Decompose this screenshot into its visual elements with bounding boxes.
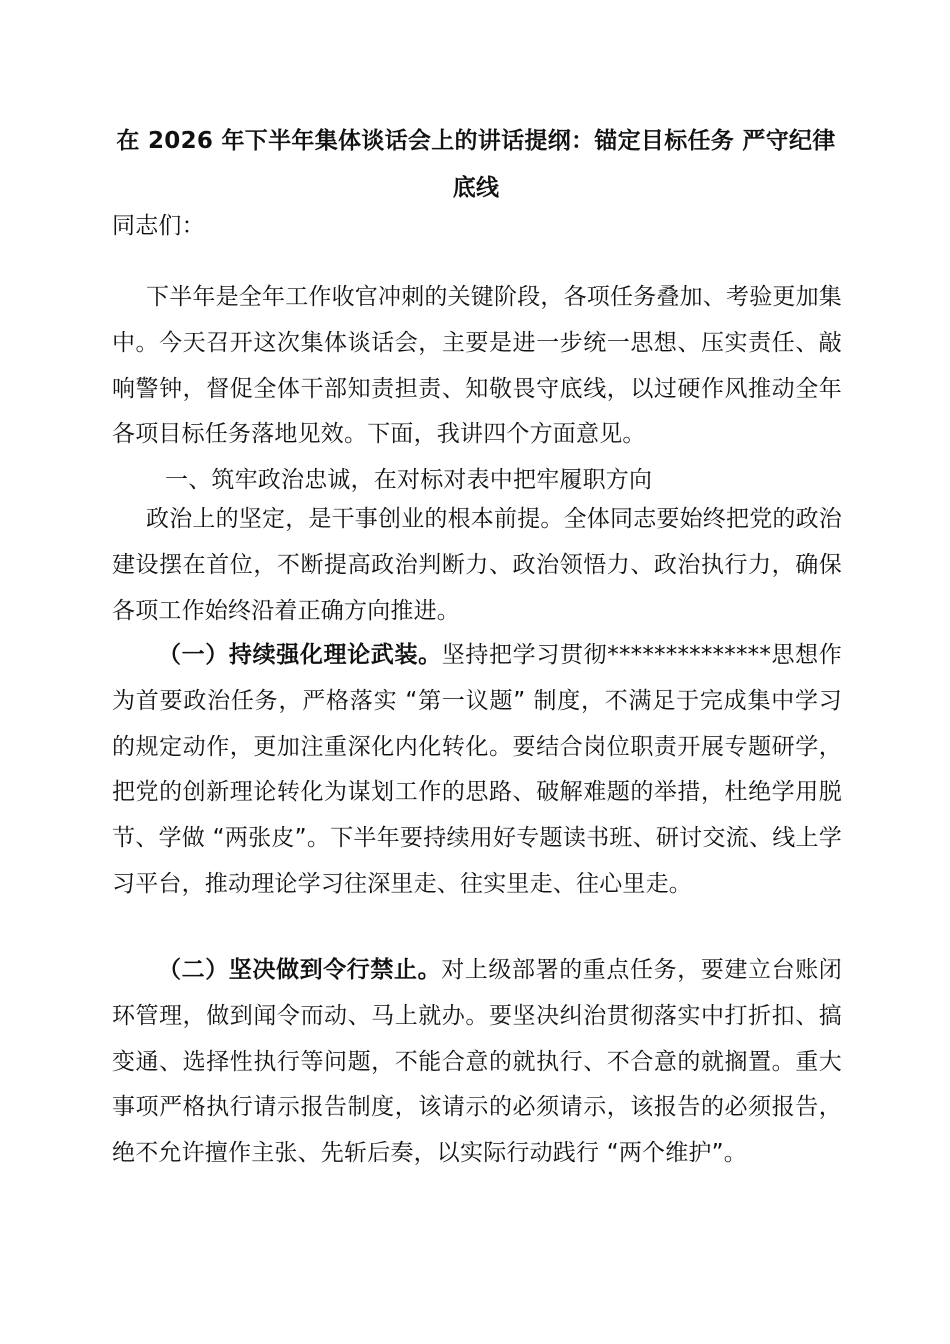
item-label-1: （一）持续强化理论武装。 — [158, 642, 442, 668]
item-text-2: 对上级部署的重点任务，要建立台账闭环管理，做到闻令而动、马上就办。要坚决纠治贯彻落实中打折扣、搞变通、选择性执行等问题，不能合意的就执行、不合意的就搁置。重大事项严格执行请示报告制度，该请示的必须请示，该报告的必须报告，绝不允许擅作主张、先斩后奏，以实际行动践行 “两个维护”。 — [112, 957, 842, 1167]
item-text-1: 坚持把学习贯彻**************思想作为首要政治任务，严格落实 “第一议题” 制度，不满足于完成集中学习的规定动作，更加注重深化内化转化。要结合岗位职责开展专题研学，把党的创新理论转化为谋划工作的思路、破解难题的举措，杜绝学用脱节、学做 “两张皮”。下半年要持续用好专题读书班、研讨交流、线上学习平台，推动理论学习往深里走、往实里走、往心里走。 — [112, 642, 842, 897]
intro-paragraph: 下半年是全年工作收官冲刺的关键阶段，各项任务叠加、考验更加集中。今天召开这次集体谈话会，主要是进一步统一思想、压实责任、敲响警钟，督促全体干部知责担责、知敬畏守底线，以过硬作风推动全年各项目标任务落地见效。下面，我讲四个方面意见。 — [112, 284, 842, 448]
document-title: 在 2026 年下半年集体谈话会上的讲话提纲：锚定目标任务 严守纪律底线 — [116, 128, 836, 201]
section-paragraph: 政治上的坚定，是干事创业的根本前提。全体同志要始终把党的政治建设摆在首位，不断提高政治判断力、政治领悟力、政治执行力，确保各项工作始终沿着正确方向推进。 — [112, 506, 842, 624]
section-heading: 一、筑牢政治忠诚，在对标对表中把牢履职方向 — [165, 467, 653, 493]
item-paragraph-1 — [112, 633, 842, 908]
item-label-2: （二）坚决做到令行禁止。 — [158, 957, 442, 983]
item-paragraph-2 — [112, 948, 842, 1177]
salutation: 同志们： — [112, 213, 205, 239]
